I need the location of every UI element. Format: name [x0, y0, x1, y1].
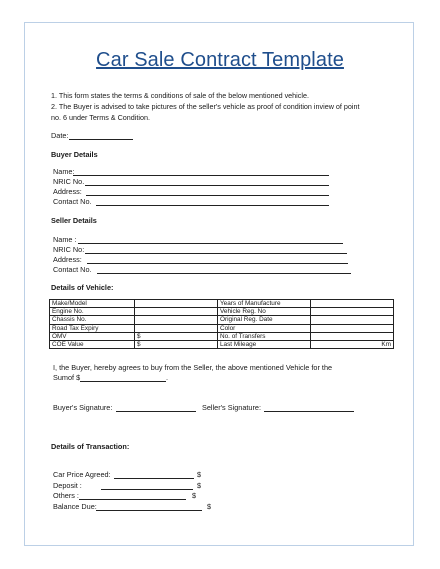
seller-address-label: Address: — [53, 255, 82, 264]
vehicle-label-cell: Make/Model — [50, 300, 135, 308]
intro-line-1: 1. This form states the terms & conditions of sale of the below mentioned vehicle. — [51, 91, 309, 100]
seller-signature-label: Seller's Signature: — [202, 403, 261, 412]
vehicle-value-cell[interactable] — [135, 300, 218, 308]
buyer-name-label: Name: — [53, 167, 75, 176]
agreement-line-2-prefix: Sumof $ — [53, 373, 81, 382]
buyer-signature-label: Buyer's Signature: — [53, 403, 113, 412]
buyer-contact-label: Contact No. — [53, 197, 92, 206]
agreement-line-2-suffix: . — [166, 373, 169, 382]
buyer-nric-field[interactable] — [85, 185, 329, 186]
seller-name-label: Name : — [53, 235, 77, 244]
vehicle-value-cell[interactable]: $ — [135, 332, 218, 340]
car-price-field[interactable] — [114, 478, 194, 479]
vehicle-value-cell[interactable]: $ — [135, 341, 218, 349]
vehicle-label-cell: No. of Transfers — [218, 332, 311, 340]
agreement-line-1: I, the Buyer, hereby agrees to buy from the Seller, the above mentioned Vehicle for the — [53, 363, 333, 372]
deposit-field[interactable] — [101, 489, 193, 490]
car-price-currency: $ — [197, 470, 202, 479]
others-currency: $ — [192, 491, 197, 500]
vehicle-value-cell[interactable] — [311, 300, 394, 308]
vehicle-value-cell[interactable] — [135, 324, 218, 332]
table-row — [50, 341, 394, 349]
seller-name-field[interactable] — [78, 243, 343, 244]
seller-nric-label: NRIC No: — [53, 245, 85, 254]
vehicle-label-cell: Last Mileage — [218, 341, 311, 349]
vehicle-details-heading: Details of Vehicle: — [51, 283, 114, 292]
buyer-details-heading: Buyer Details — [51, 150, 98, 159]
date-field[interactable] — [69, 139, 133, 140]
intro-text — [51, 90, 391, 123]
intro-line-2: 2. The Buyer is advised to take pictures of the seller's vehicle as proof of condition inview of point — [51, 102, 360, 111]
sum-field[interactable] — [80, 381, 166, 382]
others-label: Others : — [53, 491, 79, 500]
document-title: Car Sale Contract Template — [96, 49, 344, 71]
intro-line-3: no. 6 under Terms & Condition. — [51, 113, 150, 122]
buyer-name-field[interactable] — [73, 175, 329, 176]
vehicle-label-cell: Color — [218, 324, 311, 332]
vehicle-label-cell: Original Reg. Date — [218, 316, 311, 324]
others-field[interactable] — [79, 499, 186, 500]
vehicle-value-cell[interactable] — [311, 341, 394, 349]
vehicle-details-table — [49, 299, 394, 349]
table-row — [50, 332, 394, 340]
vehicle-label-cell: Engine No. — [50, 308, 135, 316]
table-row — [50, 308, 394, 316]
vehicle-value-cell[interactable] — [311, 324, 394, 332]
buyer-address-field[interactable] — [86, 195, 329, 196]
date-label: Date: — [51, 131, 69, 140]
balance-due-currency: $ — [207, 502, 212, 511]
seller-signature-field[interactable] — [264, 411, 354, 412]
vehicle-value-cell[interactable] — [311, 316, 394, 324]
transaction-details-heading: Details of Transaction: — [51, 442, 130, 451]
vehicle-label-cell: COE Value — [50, 341, 135, 349]
seller-nric-field[interactable] — [85, 253, 347, 254]
table-row — [50, 324, 394, 332]
vehicle-value-cell[interactable] — [135, 308, 218, 316]
table-row — [50, 300, 394, 308]
vehicle-label-cell: Road Tax Expiry — [50, 324, 135, 332]
vehicle-label-cell: OMV — [50, 332, 135, 340]
deposit-currency: $ — [197, 481, 202, 490]
vehicle-label-cell: Chassis No. — [50, 316, 135, 324]
seller-address-field[interactable] — [87, 263, 348, 264]
balance-due-field[interactable] — [96, 510, 202, 511]
table-row — [50, 316, 394, 324]
buyer-signature-field[interactable] — [116, 411, 196, 412]
seller-details-heading: Seller Details — [51, 216, 97, 225]
mileage-unit: Km — [381, 341, 391, 349]
buyer-nric-label: NRIC No. — [53, 177, 85, 186]
deposit-label: Deposit : — [53, 481, 82, 490]
buyer-address-label: Address: — [53, 187, 82, 196]
seller-contact-label: Contact No. — [53, 265, 92, 274]
car-price-label: Car Price Agreed: — [53, 470, 111, 479]
vehicle-label-cell: Vehicle Reg. No — [218, 308, 311, 316]
vehicle-value-cell[interactable] — [135, 316, 218, 324]
vehicle-value-cell[interactable] — [311, 332, 394, 340]
seller-contact-field[interactable] — [97, 273, 351, 274]
vehicle-value-cell[interactable] — [311, 308, 394, 316]
vehicle-label-cell: Years of Manufacture — [218, 300, 311, 308]
buyer-contact-field[interactable] — [96, 205, 329, 206]
balance-due-label: Balance Due: — [53, 502, 97, 511]
